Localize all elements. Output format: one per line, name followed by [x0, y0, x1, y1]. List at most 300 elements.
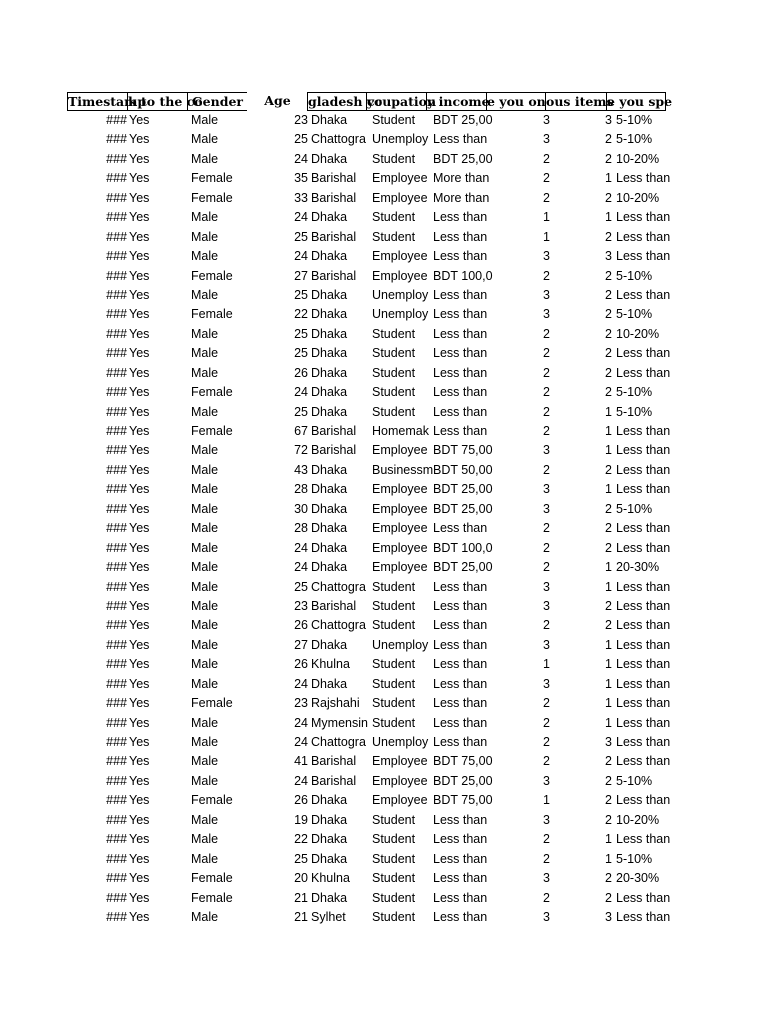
cell-items[interactable]: 2	[605, 598, 612, 613]
cell-division[interactable]: Dhaka	[311, 346, 348, 361]
cell-occupation[interactable]: Employee	[372, 249, 428, 264]
cell-spend-pct[interactable]: Less than	[616, 657, 671, 672]
cell-spend-times[interactable]: 2	[543, 890, 550, 905]
cell-items[interactable]: 2	[605, 793, 612, 808]
cell-age[interactable]: 25	[294, 346, 308, 361]
cell-income[interactable]: BDT 25,00	[433, 113, 493, 127]
cell-timestamp[interactable]: ###	[106, 715, 127, 730]
cell-items[interactable]: 1	[605, 424, 612, 438]
cell-items[interactable]: 3	[605, 735, 612, 749]
cell-timestamp[interactable]: ###	[106, 871, 127, 886]
cell-income[interactable]: BDT 25,00	[433, 560, 493, 575]
cell-timestamp[interactable]: ###	[106, 793, 127, 808]
cell-spend-pct[interactable]: 5-10%	[616, 268, 653, 283]
cell-spend-pct[interactable]: Less than	[616, 346, 671, 361]
cell-agree[interactable]: Yes	[129, 754, 150, 769]
cell-timestamp[interactable]: ###	[106, 210, 127, 225]
cell-spend-times[interactable]: 3	[543, 249, 550, 264]
cell-agree[interactable]: Yes	[129, 871, 150, 886]
cell-income[interactable]: Less than	[433, 385, 488, 400]
header-cell-occupation[interactable]	[366, 92, 437, 111]
cell-age[interactable]: 24	[294, 249, 308, 264]
cell-age[interactable]: 41	[294, 754, 308, 769]
cell-spend-pct[interactable]: Less than	[616, 249, 671, 264]
header-cell-spend-pct[interactable]	[606, 92, 673, 111]
cell-income[interactable]: BDT 75,00	[433, 754, 493, 769]
cell-division[interactable]: Chattogra	[311, 735, 366, 749]
cell-gender[interactable]: Male	[191, 132, 219, 147]
cell-occupation[interactable]: Student	[372, 676, 416, 691]
cell-agree[interactable]: Yes	[129, 832, 150, 847]
cell-gender[interactable]: Female	[191, 171, 233, 186]
cell-occupation[interactable]: Employee	[372, 443, 428, 458]
cell-spend-pct[interactable]: Less than	[616, 287, 671, 302]
cell-age[interactable]: 24	[294, 385, 308, 400]
cell-division[interactable]: Dhaka	[311, 676, 348, 691]
cell-spend-pct[interactable]: 5-10%	[616, 385, 653, 400]
cell-spend-pct[interactable]: Less than	[616, 210, 671, 225]
cell-spend-times[interactable]: 3	[543, 482, 550, 497]
cell-timestamp[interactable]: ###	[106, 307, 127, 322]
cell-gender[interactable]: Male	[191, 501, 219, 516]
cell-timestamp[interactable]: ###	[106, 521, 127, 536]
cell-items[interactable]: 1	[605, 676, 612, 691]
cell-timestamp[interactable]: ###	[106, 346, 127, 361]
cell-gender[interactable]: Male	[191, 365, 219, 380]
cell-division[interactable]: Dhaka	[311, 890, 348, 905]
cell-spend-times[interactable]: 3	[543, 871, 550, 886]
cell-spend-times[interactable]: 2	[543, 385, 550, 400]
cell-items[interactable]: 2	[605, 812, 612, 827]
cell-occupation[interactable]: Employee	[372, 793, 428, 808]
cell-agree[interactable]: Yes	[129, 229, 150, 244]
cell-income[interactable]: Less than	[433, 676, 488, 691]
cell-agree[interactable]: Yes	[129, 598, 150, 613]
cell-division[interactable]: Dhaka	[311, 832, 348, 847]
cell-division[interactable]: Barishal	[311, 171, 357, 186]
cell-spend-pct[interactable]: Less than	[616, 579, 671, 594]
cell-income[interactable]: Less than	[433, 132, 488, 147]
cell-gender[interactable]: Male	[191, 560, 219, 575]
cell-gender[interactable]: Male	[191, 287, 219, 302]
cell-spend-times[interactable]: 2	[543, 326, 550, 341]
cell-items[interactable]: 2	[605, 365, 612, 380]
cell-items[interactable]: 1	[605, 404, 612, 419]
cell-gender[interactable]: Male	[191, 812, 219, 827]
cell-items[interactable]: 2	[605, 190, 612, 205]
cell-spend-pct[interactable]: Less than	[616, 715, 671, 730]
cell-agree[interactable]: Yes	[129, 696, 150, 711]
cell-agree[interactable]: Yes	[129, 773, 150, 788]
cell-occupation[interactable]: Employee	[372, 171, 428, 186]
cell-gender[interactable]: Male	[191, 618, 219, 633]
cell-division[interactable]: Dhaka	[311, 365, 348, 380]
cell-spend-times[interactable]: 2	[543, 151, 550, 166]
cell-income[interactable]: Less than	[433, 637, 488, 652]
cell-agree[interactable]: Yes	[129, 482, 150, 497]
cell-division[interactable]: Dhaka	[311, 540, 348, 555]
cell-items[interactable]: 1	[605, 443, 612, 458]
cell-occupation[interactable]: Employee	[372, 540, 428, 555]
cell-items[interactable]: 1	[605, 851, 612, 866]
header-cell-age[interactable]	[247, 92, 308, 111]
cell-spend-times[interactable]: 2	[543, 618, 550, 633]
cell-division[interactable]: Dhaka	[311, 113, 348, 127]
cell-income[interactable]: Less than	[433, 521, 488, 536]
cell-spend-pct[interactable]: Less than	[616, 443, 671, 458]
cell-gender[interactable]: Female	[191, 871, 233, 886]
cell-occupation[interactable]: Unemploy	[372, 287, 429, 302]
cell-agree[interactable]: Yes	[129, 268, 150, 283]
cell-gender[interactable]: Male	[191, 657, 219, 672]
cell-age[interactable]: 35	[294, 171, 308, 186]
cell-age[interactable]: 21	[294, 909, 308, 924]
cell-spend-pct[interactable]: 10-20%	[616, 812, 660, 827]
cell-occupation[interactable]: Student	[372, 832, 416, 847]
cell-occupation[interactable]: Student	[372, 365, 416, 380]
cell-income[interactable]: BDT 100,0	[433, 268, 493, 283]
cell-gender[interactable]: Female	[191, 307, 233, 322]
header-cell-timestamp[interactable]	[67, 92, 147, 111]
cell-income[interactable]: Less than	[433, 346, 488, 361]
cell-income[interactable]: BDT 25,00	[433, 482, 493, 497]
cell-division[interactable]: Dhaka	[311, 501, 348, 516]
cell-income[interactable]: Less than	[433, 579, 488, 594]
cell-occupation[interactable]: Student	[372, 229, 416, 244]
cell-spend-times[interactable]: 3	[543, 287, 550, 302]
cell-agree[interactable]: Yes	[129, 151, 150, 166]
cell-income[interactable]: BDT 25,00	[433, 151, 493, 166]
cell-gender[interactable]: Male	[191, 443, 219, 458]
cell-division[interactable]: Mymensin	[311, 715, 368, 730]
cell-gender[interactable]: Male	[191, 637, 219, 652]
cell-timestamp[interactable]: ###	[106, 249, 127, 264]
cell-occupation[interactable]: Employee	[372, 521, 428, 536]
cell-spend-times[interactable]: 2	[543, 754, 550, 769]
cell-spend-pct[interactable]: Less than	[616, 637, 671, 652]
cell-spend-pct[interactable]: Less than	[616, 890, 671, 905]
cell-occupation[interactable]: Student	[372, 871, 416, 886]
cell-spend-pct[interactable]: 5-10%	[616, 307, 653, 322]
cell-age[interactable]: 24	[294, 210, 308, 225]
cell-timestamp[interactable]: ###	[106, 501, 127, 516]
cell-items[interactable]: 2	[605, 871, 612, 886]
cell-age[interactable]: 27	[294, 637, 308, 652]
cell-occupation[interactable]: Student	[372, 385, 416, 400]
cell-timestamp[interactable]: ###	[106, 268, 127, 283]
cell-age[interactable]: 72	[294, 443, 308, 458]
cell-occupation[interactable]: Student	[372, 326, 416, 341]
cell-occupation[interactable]: Unemploy	[372, 132, 429, 147]
cell-age[interactable]: 33	[294, 190, 308, 205]
cell-division[interactable]: Barishal	[311, 773, 357, 788]
header-cell-spend-times[interactable]	[486, 92, 546, 111]
cell-gender[interactable]: Male	[191, 326, 219, 341]
cell-timestamp[interactable]: ###	[106, 385, 127, 400]
cell-agree[interactable]: Yes	[129, 735, 150, 749]
cell-gender[interactable]: Male	[191, 521, 219, 536]
cell-division[interactable]: Rajshahi	[311, 696, 360, 711]
cell-spend-pct[interactable]: 10-20%	[616, 151, 660, 166]
cell-division[interactable]: Khulna	[311, 657, 350, 672]
cell-division[interactable]: Barishal	[311, 190, 357, 205]
cell-agree[interactable]: Yes	[129, 890, 150, 905]
cell-division[interactable]: Dhaka	[311, 287, 348, 302]
cell-age[interactable]: 25	[294, 132, 308, 147]
cell-spend-pct[interactable]: Less than	[616, 754, 671, 769]
cell-income[interactable]: BDT 50,00	[433, 462, 493, 477]
cell-age[interactable]: 25	[294, 287, 308, 302]
cell-division[interactable]: Dhaka	[311, 851, 348, 866]
cell-occupation[interactable]: Student	[372, 909, 416, 924]
cell-occupation[interactable]: Homemak	[372, 424, 429, 438]
cell-income[interactable]: Less than	[433, 424, 488, 438]
cell-spend-pct[interactable]: 5-10%	[616, 132, 653, 147]
cell-agree[interactable]: Yes	[129, 579, 150, 594]
cell-spend-times[interactable]: 3	[543, 773, 550, 788]
cell-agree[interactable]: Yes	[129, 657, 150, 672]
cell-items[interactable]: 2	[605, 462, 612, 477]
cell-gender[interactable]: Male	[191, 909, 219, 924]
cell-division[interactable]: Dhaka	[311, 210, 348, 225]
cell-items[interactable]: 1	[605, 696, 612, 711]
cell-age[interactable]: 25	[294, 404, 308, 419]
cell-occupation[interactable]: Student	[372, 696, 416, 711]
cell-age[interactable]: 28	[294, 521, 308, 536]
cell-spend-times[interactable]: 1	[543, 657, 550, 672]
cell-items[interactable]: 2	[605, 754, 612, 769]
cell-agree[interactable]: Yes	[129, 190, 150, 205]
cell-spend-times[interactable]: 2	[543, 424, 550, 438]
cell-agree[interactable]: Yes	[129, 715, 150, 730]
cell-division[interactable]: Barishal	[311, 754, 357, 769]
cell-timestamp[interactable]: ###	[106, 365, 127, 380]
cell-items[interactable]: 1	[605, 482, 612, 497]
cell-age[interactable]: 67	[294, 424, 308, 438]
cell-income[interactable]: BDT 75,00	[433, 443, 493, 458]
cell-gender[interactable]: Male	[191, 579, 219, 594]
cell-agree[interactable]: Yes	[129, 676, 150, 691]
cell-items[interactable]: 1	[605, 715, 612, 730]
cell-agree[interactable]: Yes	[129, 540, 150, 555]
cell-income[interactable]: Less than	[433, 909, 488, 924]
cell-division[interactable]: Dhaka	[311, 462, 348, 477]
cell-agree[interactable]: Yes	[129, 326, 150, 341]
cell-occupation[interactable]: Student	[372, 598, 416, 613]
cell-spend-times[interactable]: 3	[543, 132, 550, 147]
cell-division[interactable]: Dhaka	[311, 482, 348, 497]
cell-age[interactable]: 26	[294, 793, 308, 808]
cell-gender[interactable]: Male	[191, 151, 219, 166]
cell-spend-times[interactable]: 3	[543, 909, 550, 924]
cell-gender[interactable]: Male	[191, 540, 219, 555]
cell-age[interactable]: 43	[294, 462, 308, 477]
cell-income[interactable]: More than	[433, 190, 490, 205]
cell-agree[interactable]: Yes	[129, 287, 150, 302]
cell-spend-times[interactable]: 3	[543, 579, 550, 594]
cell-spend-times[interactable]: 2	[543, 696, 550, 711]
cell-spend-times[interactable]: 3	[543, 812, 550, 827]
cell-agree[interactable]: Yes	[129, 501, 150, 516]
cell-occupation[interactable]: Employee	[372, 501, 428, 516]
cell-agree[interactable]: Yes	[129, 210, 150, 225]
cell-timestamp[interactable]: ###	[106, 482, 127, 497]
cell-age[interactable]: 25	[294, 851, 308, 866]
header-cell-agree[interactable]	[127, 92, 203, 111]
cell-agree[interactable]: Yes	[129, 462, 150, 477]
cell-age[interactable]: 25	[294, 229, 308, 244]
cell-items[interactable]: 2	[605, 151, 612, 166]
cell-timestamp[interactable]: ###	[106, 424, 127, 438]
cell-income[interactable]: Less than	[433, 229, 488, 244]
cell-items[interactable]: 2	[605, 326, 612, 341]
cell-gender[interactable]: Female	[191, 696, 233, 711]
cell-spend-times[interactable]: 3	[543, 676, 550, 691]
cell-income[interactable]: Less than	[433, 890, 488, 905]
cell-spend-pct[interactable]: 5-10%	[616, 851, 653, 866]
cell-division[interactable]: Chattogra	[311, 618, 366, 633]
cell-agree[interactable]: Yes	[129, 385, 150, 400]
cell-spend-pct[interactable]: 5-10%	[616, 501, 653, 516]
cell-items[interactable]: 1	[605, 210, 612, 225]
cell-spend-times[interactable]: 3	[543, 113, 550, 127]
cell-spend-times[interactable]: 2	[543, 268, 550, 283]
cell-income[interactable]: Less than	[433, 715, 488, 730]
cell-age[interactable]: 24	[294, 560, 308, 575]
cell-division[interactable]: Sylhet	[311, 909, 346, 924]
cell-items[interactable]: 2	[605, 618, 612, 633]
cell-income[interactable]: Less than	[433, 249, 488, 264]
cell-income[interactable]: Less than	[433, 735, 488, 749]
cell-division[interactable]: Barishal	[311, 443, 357, 458]
cell-age[interactable]: 27	[294, 268, 308, 283]
cell-occupation[interactable]: Student	[372, 579, 416, 594]
cell-income[interactable]: Less than	[433, 696, 488, 711]
cell-income[interactable]: Less than	[433, 326, 488, 341]
cell-age[interactable]: 24	[294, 540, 308, 555]
cell-timestamp[interactable]: ###	[106, 696, 127, 711]
cell-items[interactable]: 2	[605, 773, 612, 788]
cell-age[interactable]: 25	[294, 326, 308, 341]
cell-occupation[interactable]: Student	[372, 618, 416, 633]
cell-income[interactable]: Less than	[433, 365, 488, 380]
cell-gender[interactable]: Male	[191, 249, 219, 264]
cell-items[interactable]: 2	[605, 307, 612, 322]
cell-occupation[interactable]: Unemploy	[372, 307, 429, 322]
cell-age[interactable]: 22	[294, 307, 308, 322]
cell-spend-pct[interactable]: Less than	[616, 171, 671, 186]
cell-spend-times[interactable]: 2	[543, 462, 550, 477]
cell-gender[interactable]: Female	[191, 385, 233, 400]
cell-spend-times[interactable]: 2	[543, 171, 550, 186]
cell-spend-pct[interactable]: Less than	[616, 618, 671, 633]
cell-items[interactable]: 2	[605, 521, 612, 536]
cell-income[interactable]: BDT 100,0	[433, 540, 493, 555]
cell-spend-pct[interactable]: Less than	[616, 696, 671, 711]
cell-gender[interactable]: Male	[191, 851, 219, 866]
cell-division[interactable]: Barishal	[311, 424, 357, 438]
cell-timestamp[interactable]: ###	[106, 540, 127, 555]
cell-items[interactable]: 1	[605, 579, 612, 594]
cell-gender[interactable]: Male	[191, 210, 219, 225]
cell-spend-times[interactable]: 2	[543, 346, 550, 361]
cell-spend-times[interactable]: 2	[543, 851, 550, 866]
cell-timestamp[interactable]: ###	[106, 462, 127, 477]
cell-spend-times[interactable]: 3	[543, 501, 550, 516]
cell-age[interactable]: 25	[294, 579, 308, 594]
cell-timestamp[interactable]: ###	[106, 443, 127, 458]
cell-income[interactable]: Less than	[433, 210, 488, 225]
cell-timestamp[interactable]: ###	[106, 637, 127, 652]
cell-spend-times[interactable]: 2	[543, 832, 550, 847]
cell-spend-times[interactable]: 3	[543, 598, 550, 613]
cell-age[interactable]: 23	[294, 113, 308, 127]
cell-occupation[interactable]: Employee	[372, 482, 428, 497]
cell-division[interactable]: Chattogra	[311, 132, 366, 147]
cell-agree[interactable]: Yes	[129, 560, 150, 575]
cell-income[interactable]: Less than	[433, 657, 488, 672]
cell-timestamp[interactable]: ###	[106, 113, 127, 127]
cell-timestamp[interactable]: ###	[106, 229, 127, 244]
cell-spend-times[interactable]: 2	[543, 190, 550, 205]
cell-timestamp[interactable]: ###	[106, 657, 127, 672]
cell-spend-pct[interactable]: Less than	[616, 482, 671, 497]
cell-division[interactable]: Dhaka	[311, 521, 348, 536]
cell-timestamp[interactable]: ###	[106, 851, 127, 866]
cell-timestamp[interactable]: ###	[106, 735, 127, 749]
cell-income[interactable]: Less than	[433, 832, 488, 847]
cell-occupation[interactable]: Employee	[372, 754, 428, 769]
cell-occupation[interactable]: Student	[372, 404, 416, 419]
cell-agree[interactable]: Yes	[129, 365, 150, 380]
cell-timestamp[interactable]: ###	[106, 132, 127, 147]
cell-timestamp[interactable]: ###	[106, 404, 127, 419]
cell-age[interactable]: 26	[294, 618, 308, 633]
cell-occupation[interactable]: Student	[372, 851, 416, 866]
cell-occupation[interactable]: Student	[372, 346, 416, 361]
cell-age[interactable]: 20	[294, 871, 308, 886]
cell-gender[interactable]: Male	[191, 754, 219, 769]
cell-gender[interactable]: Male	[191, 462, 219, 477]
cell-age[interactable]: 30	[294, 501, 308, 516]
cell-age[interactable]: 24	[294, 676, 308, 691]
cell-items[interactable]: 3	[605, 249, 612, 264]
cell-agree[interactable]: Yes	[129, 851, 150, 866]
cell-items[interactable]: 2	[605, 540, 612, 555]
cell-age[interactable]: 23	[294, 696, 308, 711]
cell-age[interactable]: 24	[294, 773, 308, 788]
cell-timestamp[interactable]: ###	[106, 909, 127, 924]
cell-spend-pct[interactable]: Less than	[616, 365, 671, 380]
cell-division[interactable]: Dhaka	[311, 385, 348, 400]
cell-division[interactable]: Barishal	[311, 598, 357, 613]
cell-spend-times[interactable]: 2	[543, 521, 550, 536]
cell-spend-pct[interactable]: Less than	[616, 735, 671, 749]
cell-division[interactable]: Barishal	[311, 268, 357, 283]
cell-timestamp[interactable]: ###	[106, 287, 127, 302]
cell-timestamp[interactable]: ###	[106, 579, 127, 594]
cell-occupation[interactable]: Student	[372, 113, 416, 127]
cell-spend-pct[interactable]: Less than	[616, 424, 671, 438]
cell-age[interactable]: 28	[294, 482, 308, 497]
cell-division[interactable]: Dhaka	[311, 151, 348, 166]
cell-spend-pct[interactable]: 20-30%	[616, 871, 660, 886]
cell-spend-pct[interactable]: 10-20%	[616, 190, 660, 205]
cell-spend-pct[interactable]: 10-20%	[616, 326, 660, 341]
cell-age[interactable]: 26	[294, 657, 308, 672]
cell-spend-times[interactable]: 1	[543, 210, 550, 225]
cell-spend-pct[interactable]: Less than	[616, 793, 671, 808]
